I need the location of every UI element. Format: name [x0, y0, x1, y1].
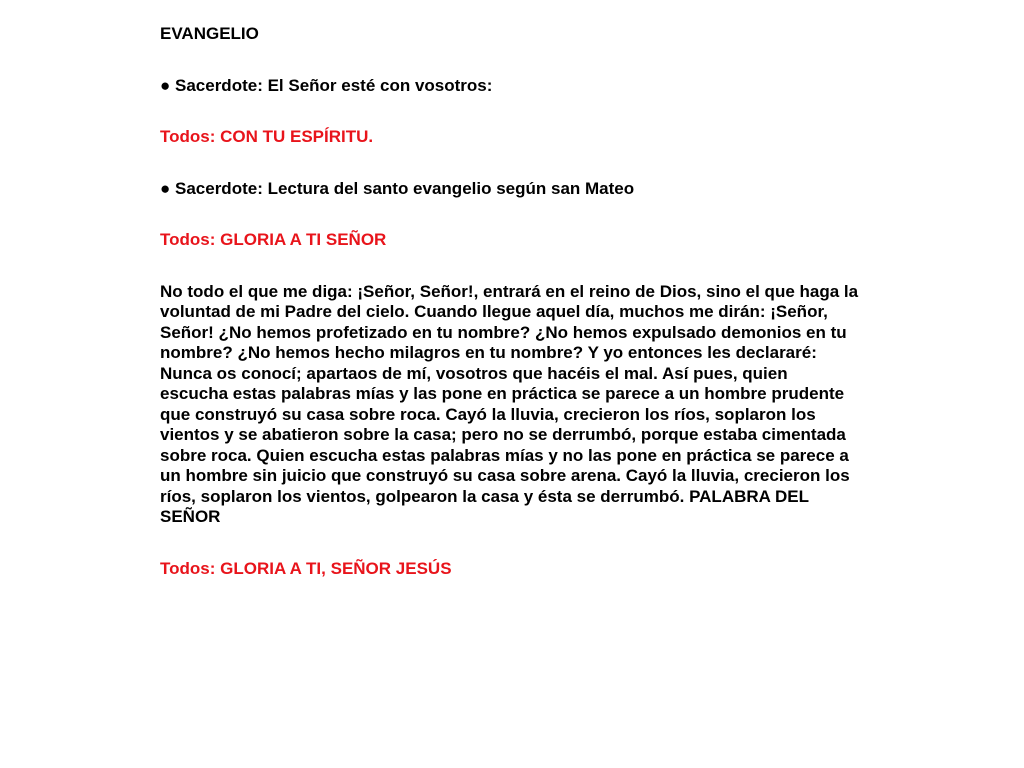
- priest-reading-line: ● Sacerdote: Lectura del santo evangelio según san Mateo: [160, 178, 635, 198]
- gospel-closing: PALABRA DEL SEÑOR: [160, 486, 809, 526]
- priest-greeting-line: ● Sacerdote: El Señor esté con vosotros:: [160, 75, 493, 95]
- liturgy-text-block: [160, 24, 860, 610]
- section-title: EVANGELIO: [160, 24, 259, 43]
- gospel-text: No todo el que me diga: ¡Señor, Señor!, entrará en el reino de Dios, sino el que haga la voluntad de mi Padre del cielo. Cuando llegue aquel día, muchos me dirán: ¡Señor, Señor! ¿No hemos profetizado en tu nombre? ¿No hemos expulsado demonios en tu nombre? ¿No hemos hecho milagros en tu nombre? Y yo entonces les declararé: Nunca os conocí; apartaos de mí, vosotros que hacéis el mal. Así pues, quien escucha estas palabras mías y las pone en práctica se parece a un hombre prudente que construyó su casa sobre roca. Cayó la lluvia, crecieron los ríos, soplaron los vientos y se abatieron sobre la casa; pero no se derrumbó, porque estaba cimentada sobre roca. Quien escucha estas palabras mías y no las pone en práctica se parece a un hombre sin juicio que construyó su casa sobre arena. Cayó la lluvia, crecieron los ríos, soplaron los vientos, golpearon la casa y ésta se derrumbó: [160, 281, 859, 506]
- gospel-passage: [160, 282, 860, 528]
- people-response-3: Todos: GLORIA A TI, SEÑOR JESÚS: [160, 558, 452, 578]
- people-response-2: Todos: GLORIA A TI SEÑOR: [160, 230, 387, 249]
- gospel-end-mark: .: [679, 486, 690, 506]
- people-response-1: Todos: CON TU ESPÍRITU.: [160, 127, 374, 146]
